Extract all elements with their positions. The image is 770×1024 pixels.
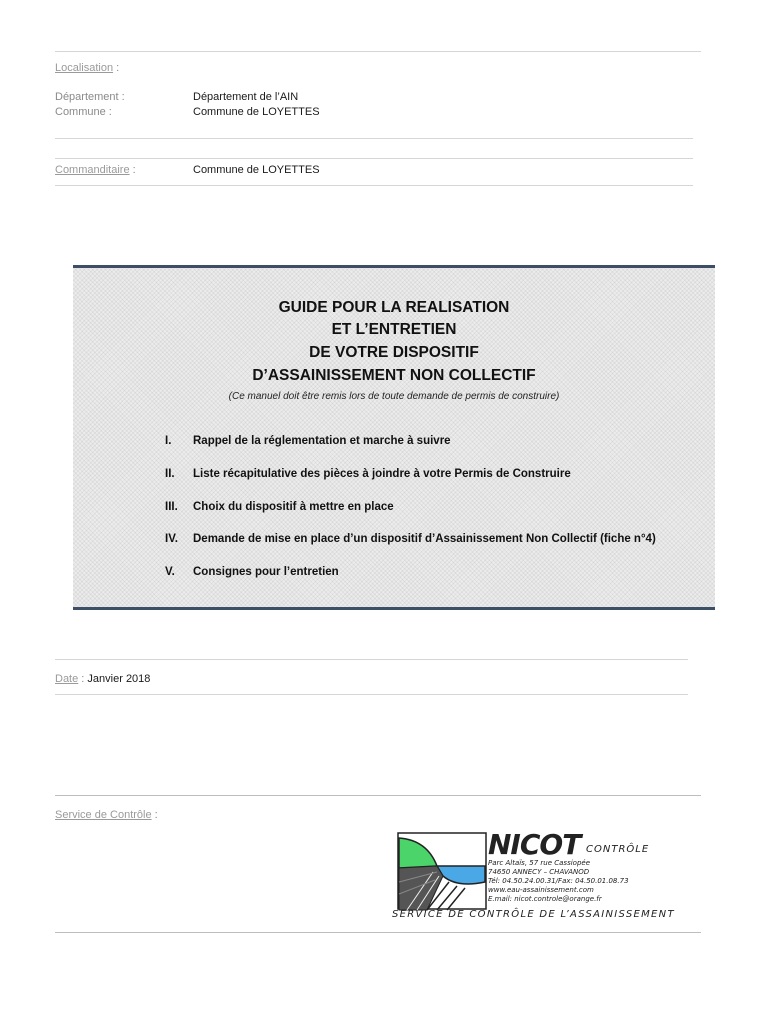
- commanditaire-top-rule: [55, 158, 693, 159]
- toc-num-3: III.: [165, 501, 178, 513]
- departement-value: Département de l’AIN: [193, 91, 299, 103]
- localisation-heading-text: Localisation: [55, 62, 114, 74]
- commanditaire-label: [55, 164, 136, 176]
- toc-item-3: Choix du dispositif à mettre en place: [193, 501, 394, 513]
- date-label-suffix: :: [78, 673, 88, 685]
- logo-brand: NICOT: [488, 828, 581, 861]
- commune-label: Commune :: [55, 106, 112, 118]
- logo-brand-suffix: CONTRÔLE: [586, 844, 650, 855]
- guide-title-line-3: DE VOTRE DISPOSITIF: [309, 344, 479, 361]
- commanditaire-label-suffix: :: [129, 164, 136, 176]
- guide-box: [73, 265, 715, 610]
- toc-num-2: II.: [165, 468, 175, 480]
- bottom-rule: [55, 932, 701, 933]
- top-rule: [55, 51, 701, 52]
- date-value: Janvier 2018: [87, 673, 151, 685]
- toc-item-2: Liste récapitulative des pièces à joindre à votre Permis de Construire: [193, 468, 571, 480]
- logo-emblem-icon: [397, 832, 487, 912]
- localisation-heading-suffix: :: [113, 62, 120, 74]
- toc-num-1: I.: [165, 435, 172, 447]
- commanditaire-label-text: Commanditaire: [55, 164, 130, 176]
- commune-value: Commune de LOYETTES: [193, 106, 320, 118]
- date-label-text: Date: [55, 673, 79, 685]
- date-label: [55, 673, 150, 685]
- guide-subtitle: (Ce manuel doit être remis lors de toute demande de permis de construire): [228, 391, 560, 402]
- toc-num-5: V.: [165, 566, 175, 578]
- service-label-text: Service de Contrôle: [55, 809, 152, 821]
- nicot-controle-logo: [392, 830, 712, 930]
- service-top-rule: [55, 795, 701, 796]
- guide-title-line-4: D’ASSAINISSEMENT NON COLLECTIF: [252, 367, 536, 384]
- commanditaire-bottom-rule: [55, 185, 693, 186]
- logo-address-5: E.mail: nicot.controle@orange.fr: [488, 895, 602, 903]
- localisation-heading: [55, 62, 119, 74]
- logo-tagline: SERVICE DE CONTRÔLE DE L’ASSAINISSEMENT: [392, 909, 675, 920]
- toc-item-4: Demande de mise en place d’un dispositif d’Assainissement Non Collectif (fiche n°4): [193, 533, 656, 545]
- service-label-suffix: :: [151, 809, 158, 821]
- service-label: [55, 809, 158, 821]
- logo-address-4: www.eau-assainissement.com: [488, 886, 594, 894]
- logo-address-1: Parc Altaïs, 57 rue Cassiopée: [488, 859, 591, 867]
- logo-address-3: Tél: 04.50.24.00.31/Fax: 04.50.01.08.73: [488, 877, 629, 885]
- logo-address-2: 74650 ANNECY – CHAVANOD: [488, 868, 590, 876]
- date-bottom-rule: [55, 694, 688, 695]
- toc-item-1: Rappel de la réglementation et marche à suivre: [193, 435, 451, 447]
- toc-num-4: IV.: [165, 533, 179, 545]
- guide-title-line-1: GUIDE POUR LA REALISATION: [278, 299, 510, 316]
- departement-label: Département :: [55, 91, 125, 103]
- localisation-bottom-rule: [55, 138, 693, 139]
- guide-title-line-2: ET L’ENTRETIEN: [331, 321, 457, 338]
- date-top-rule: [55, 659, 688, 660]
- toc-item-5: Consignes pour l’entretien: [193, 566, 339, 578]
- commanditaire-value: Commune de LOYETTES: [193, 164, 320, 176]
